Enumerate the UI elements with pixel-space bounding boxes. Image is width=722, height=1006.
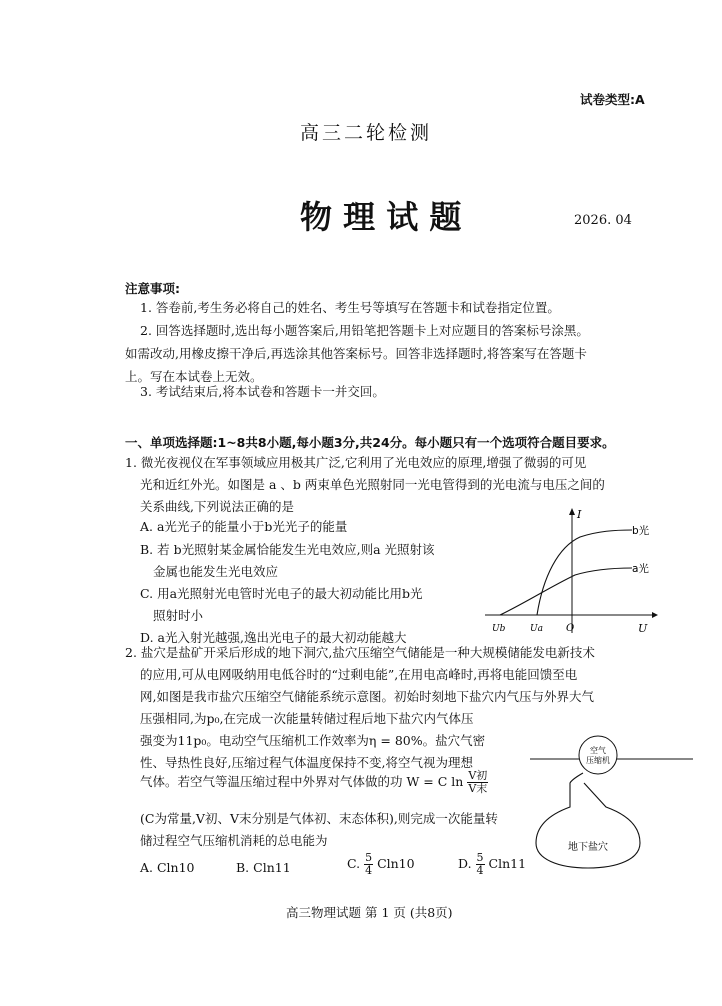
q1-option-b: B. 若 b光照射某金属恰能发生光电效应,则a 光照射该 xyxy=(140,542,435,557)
salt-cavern-diagram xyxy=(528,735,698,870)
notice-heading: 注意事项: xyxy=(125,281,180,296)
q2-line-7 xyxy=(140,770,488,795)
q2-line-9: 储过程空气压缩机消耗的总电能为 xyxy=(140,833,328,848)
x-axis-arrow xyxy=(652,612,658,618)
label-u: U xyxy=(638,622,648,635)
tick-ua: Ua xyxy=(530,624,543,634)
notice-item-2-cont2: 上。写在本试卷上无效。 xyxy=(125,369,263,384)
compressor-label-1: 空气 xyxy=(590,746,606,755)
page-footer: 高三物理试题 第 1 页 (共8页) xyxy=(286,905,453,920)
exam-type: 试卷类型:A xyxy=(580,92,645,107)
notice-item-1: 1. 答卷前,考生务必将自己的姓名、考生号等填写在答题卡和试卷指定位置。 xyxy=(140,300,560,315)
page-title: 物 理 试 题 xyxy=(300,198,462,236)
q1-option-a: A. a光光子的能量小于b光光子的能量 xyxy=(140,519,348,534)
q2-option-a: A. Cln10 xyxy=(140,860,195,875)
label-b-light: b光 xyxy=(632,525,650,537)
option-d-value: Cln11 xyxy=(488,856,527,871)
volume-ratio-fraction xyxy=(467,770,488,795)
work-formula-text: 气体。若空气等温压缩过程中外界对气体做的功 W = C ln xyxy=(140,774,464,789)
cavern-label: 地下盐穴 xyxy=(568,842,608,853)
y-axis-arrow xyxy=(569,508,575,515)
compressor-label-2: 压缩机 xyxy=(586,756,610,765)
q2-line-4: 压强相同,为p₀,在完成一次能量转储过程后地下盐穴内气体压 xyxy=(140,711,474,726)
air-compressor xyxy=(579,736,617,774)
q1-option-c: C. 用a光照射光电管时光电子的最大初动能比用b光 xyxy=(140,586,423,601)
q1-line-1: 1. 微光夜视仪在军事领域应用极其广泛,它利用了光电效应的原理,增强了微弱的可见 xyxy=(125,455,587,470)
q2-option-c xyxy=(347,852,415,877)
q1-option-c-cont: 照射时小 xyxy=(153,608,204,623)
exam-subtitle: 高三二轮检测 xyxy=(300,122,433,144)
q2-line-6: 性、导热性良好,压缩过程气体温度保持不变,将空气视为理想 xyxy=(140,755,473,770)
option-d-label: D. xyxy=(458,856,472,871)
q1-option-b-cont: 金属也能发生光电效应 xyxy=(153,564,279,579)
q1-line-3: 关系曲线,下列说法正确的是 xyxy=(140,499,294,514)
option-d-coef xyxy=(476,852,485,877)
label-i: I xyxy=(577,508,582,521)
label-a-light: a光 xyxy=(632,563,649,575)
exam-date: 2026. 04 xyxy=(574,213,632,228)
section-heading: 一、单项选择题:1~8共8小题,每小题3分,共24分。每小题只有一个选项符合题目要求。 xyxy=(125,435,615,450)
notice-item-2: 2. 回答选择题时,选出每小题答案后,用铅笔把答题卡上对应题目的答案标号涂黑。 xyxy=(140,323,589,338)
tick-ub: Ub xyxy=(492,624,506,634)
q1-option-d: D. a光入射光越强,逸出光电子的最大初动能越大 xyxy=(140,630,407,645)
option-c-coef-num: 5 xyxy=(365,851,373,864)
q2-line-5: 强变为11p₀。电动空气压缩机工作效率为η = 80%。盐穴气密 xyxy=(140,733,486,748)
q1-photoelectric-graph xyxy=(480,505,660,635)
cavern-outline xyxy=(536,773,640,868)
fraction-numerator: V初 xyxy=(468,769,488,782)
q2-line-1: 2. 盐穴是盐矿开采后形成的地下洞穴,盐穴压缩空气储能是一种大规模储能发电新技术 xyxy=(125,645,595,660)
option-d-coef-num: 5 xyxy=(476,851,484,864)
tick-origin: O xyxy=(566,623,575,634)
option-c-label: C. xyxy=(347,856,361,871)
fraction-denominator: V末 xyxy=(468,782,488,795)
option-c-coef xyxy=(364,852,373,877)
q2-line-3: 网,如图是我市盐穴压缩空气储能系统示意图。初始时刻地下盐穴内气压与外界大气 xyxy=(140,689,594,704)
notice-item-3: 3. 考试结束后,将本试卷和答题卡一并交回。 xyxy=(140,384,385,399)
q1-line-2: 光和近红外光。如图是 a 、b 两束单色光照射同一光电管得到的光电流与电压之间的 xyxy=(140,477,605,492)
option-c-value: Cln10 xyxy=(377,856,415,871)
q2-option-b: B. Cln11 xyxy=(236,860,291,875)
q2-option-d xyxy=(458,852,526,877)
option-d-coef-den: 4 xyxy=(476,864,484,877)
option-c-coef-den: 4 xyxy=(365,864,373,877)
q2-line-8: (C为常量,V初、V末分别是气体初、末态体积),则完成一次能量转 xyxy=(140,811,498,826)
notice-item-2-cont: 如需改动,用橡皮擦干净后,再选涂其他答案标号。回答非选择题时,将答案写在答题卡 xyxy=(125,346,587,361)
q2-line-2: 的应用,可从电网吸纳用电低谷时的“过剩电能”,在用电高峰时,再将电能回馈至电 xyxy=(140,667,578,682)
curve-a xyxy=(500,568,632,615)
